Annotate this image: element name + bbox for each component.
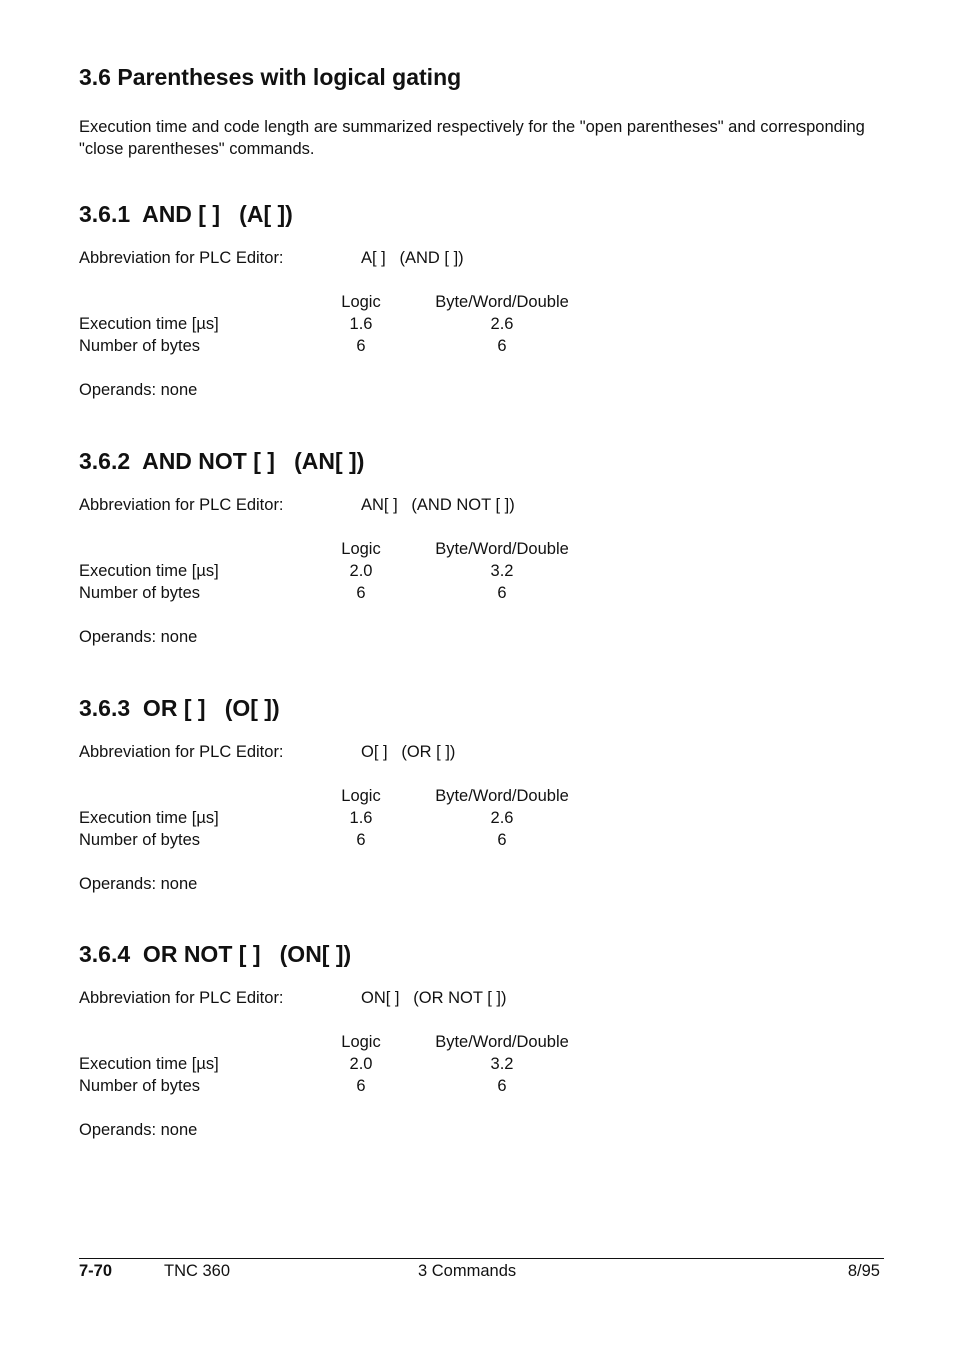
- footer-divider: [79, 1258, 884, 1259]
- row-label-bytes: Number of bytes: [79, 337, 201, 355]
- exec-time-logic: 1.6: [349, 809, 373, 827]
- abbreviation-label: Abbreviation for PLC Editor:: [79, 249, 284, 267]
- column-header-bwd: Byte/Word/Double: [435, 787, 569, 805]
- column-header-bwd: Byte/Word/Double: [435, 1033, 569, 1051]
- operands-note: Operands: none: [79, 628, 198, 646]
- exec-time-bwd: 3.2: [490, 1055, 514, 1073]
- section-or: [79, 695, 879, 915]
- exec-time-logic: 1.6: [349, 315, 373, 333]
- exec-time-logic: 2.0: [349, 562, 373, 580]
- intro-paragraph: Execution time and code length are summarized respectively for the "open parentheses" and corresponding "close parentheses" commands.: [79, 118, 865, 158]
- bytes-bwd: 6: [497, 584, 507, 602]
- footer-product: TNC 360: [164, 1262, 231, 1280]
- column-header-bwd: Byte/Word/Double: [435, 540, 569, 558]
- row-label-exec-time: Execution time [µs]: [79, 562, 219, 580]
- operands-note: Operands: none: [79, 1121, 198, 1139]
- bytes-logic: 6: [356, 831, 366, 849]
- column-header-bwd: Byte/Word/Double: [435, 293, 569, 311]
- section-and-not: [79, 448, 879, 668]
- column-header-logic: Logic: [341, 540, 381, 558]
- subsection-title: 3.6.1 AND [ ] (A[ ]): [79, 201, 293, 227]
- abbreviation-value: A[ ] (AND [ ]): [361, 249, 464, 267]
- operands-note: Operands: none: [79, 381, 198, 399]
- row-label-bytes: Number of bytes: [79, 831, 201, 849]
- row-label-exec-time: Execution time [µs]: [79, 315, 219, 333]
- footer-page-number: 7-70: [79, 1262, 113, 1280]
- subsection-title: 3.6.2 AND NOT [ ] (AN[ ]): [79, 448, 365, 474]
- operands-note: Operands: none: [79, 875, 198, 893]
- abbreviation-value: O[ ] (OR [ ]): [361, 743, 456, 761]
- exec-time-logic: 2.0: [349, 1055, 373, 1073]
- section-heading: 3.6 Parentheses with logical gating: [79, 64, 462, 90]
- exec-time-bwd: 2.6: [490, 809, 514, 827]
- footer-date: 8/95: [847, 1262, 880, 1280]
- subsection-title: 3.6.3 OR [ ] (O[ ]): [79, 695, 280, 721]
- bytes-bwd: 6: [497, 337, 507, 355]
- column-header-logic: Logic: [341, 293, 381, 311]
- bytes-logic: 6: [356, 337, 366, 355]
- column-header-logic: Logic: [341, 1033, 381, 1051]
- row-label-exec-time: Execution time [µs]: [79, 1055, 219, 1073]
- subsection-title: 3.6.4 OR NOT [ ] (ON[ ]): [79, 941, 352, 967]
- bytes-logic: 6: [356, 584, 366, 602]
- abbreviation-label: Abbreviation for PLC Editor:: [79, 989, 284, 1007]
- section-and: [79, 201, 879, 421]
- row-label-bytes: Number of bytes: [79, 584, 201, 602]
- row-label-exec-time: Execution time [µs]: [79, 809, 219, 827]
- section-or-not: [79, 941, 879, 1161]
- bytes-logic: 6: [356, 1077, 366, 1095]
- footer-chapter: 3 Commands: [418, 1262, 517, 1280]
- column-header-logic: Logic: [341, 787, 381, 805]
- exec-time-bwd: 2.6: [490, 315, 514, 333]
- abbreviation-label: Abbreviation for PLC Editor:: [79, 496, 284, 514]
- abbreviation-value: ON[ ] (OR NOT [ ]): [361, 989, 507, 1007]
- row-label-bytes: Number of bytes: [79, 1077, 201, 1095]
- bytes-bwd: 6: [497, 831, 507, 849]
- exec-time-bwd: 3.2: [490, 562, 514, 580]
- abbreviation-label: Abbreviation for PLC Editor:: [79, 743, 284, 761]
- bytes-bwd: 6: [497, 1077, 507, 1095]
- abbreviation-value: AN[ ] (AND NOT [ ]): [361, 496, 515, 514]
